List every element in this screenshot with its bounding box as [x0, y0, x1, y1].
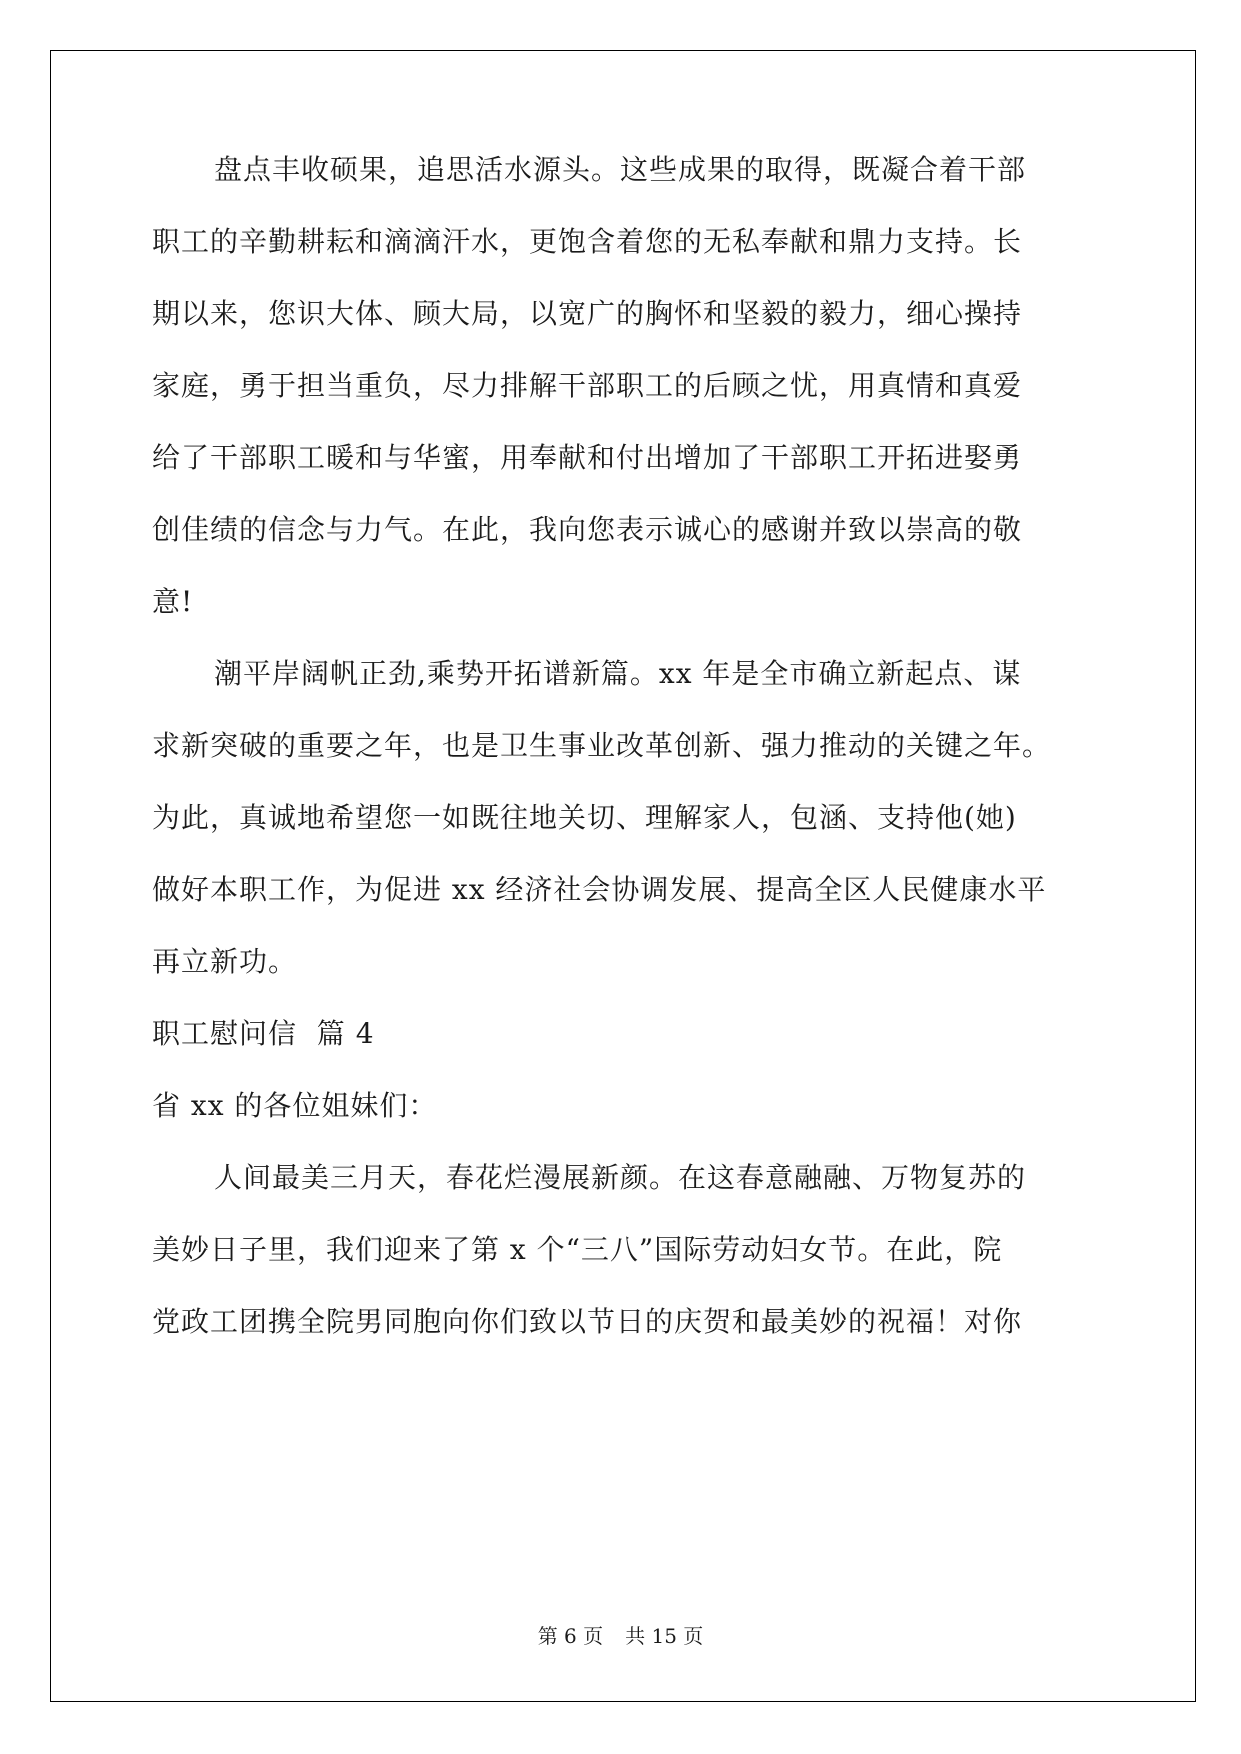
paragraph-2-line-1: 潮平岸阔帆正劲,乘势开拓谱新篇。xx 年是全市确立新起点、谋 — [214, 657, 1022, 690]
paragraph-2-line-2: 求新突破的重要之年，也是卫生事业改革创新、强力推动的关键之年。 — [152, 729, 1052, 762]
section-title: 职工慰问信 篇 4 — [152, 1017, 375, 1050]
paragraph-2-line-5: 再立新功。 — [152, 945, 298, 978]
page-footer — [0, 1620, 1241, 1649]
paragraph-1-line-2: 职工的辛勤耕耘和滴滴汗水，更饱含着您的无私奉献和鼎力支持。长 — [152, 225, 1023, 258]
paragraph-3-line-1: 人间最美三月天，春花烂漫展新颜。在这春意融融、万物复苏的 — [214, 1161, 1027, 1194]
paragraph-3-line-3: 党政工团携全院男同胞向你们致以节日的庆贺和最美妙的祝福！对你 — [152, 1305, 1023, 1338]
paragraph-1-line-7: 意! — [152, 585, 194, 618]
paragraph-1-line-4: 家庭，勇于担当重负，尽力排解干部职工的后顾之忧，用真情和真爱 — [152, 369, 1023, 402]
paragraph-1-line-5: 给了干部职工暖和与华蜜，用奉献和付出增加了干部职工开拓进娶勇 — [152, 441, 1023, 474]
paragraph-2-line-3: 为此，真诚地希望您一如既往地关切、理解家人，包涵、支持他(她) — [152, 801, 1017, 834]
page-number: 第 6 页 — [537, 1624, 604, 1648]
salutation: 省 xx 的各位姐妹们： — [152, 1089, 438, 1122]
paragraph-3-line-2: 美妙日子里，我们迎来了第 x 个“三八”国际劳动妇女节。在此，院 — [152, 1233, 1003, 1266]
paragraph-1-line-3: 期以来，您识大体、顾大局，以宽广的胸怀和坚毅的毅力，细心操持 — [152, 297, 1023, 330]
paragraph-1-line-1: 盘点丰收硕果，追思活水源头。这些成果的取得，既凝合着干部 — [214, 153, 1027, 186]
paragraph-1-line-6: 创佳绩的信念与力气。在此，我向您表示诚心的感谢并致以崇高的敬 — [152, 513, 1023, 546]
paragraph-2-line-4: 做好本职工作，为促进 xx 经济社会协调发展、提高全区人民健康水平 — [152, 873, 1047, 906]
page-total: 共 15 页 — [625, 1624, 704, 1648]
